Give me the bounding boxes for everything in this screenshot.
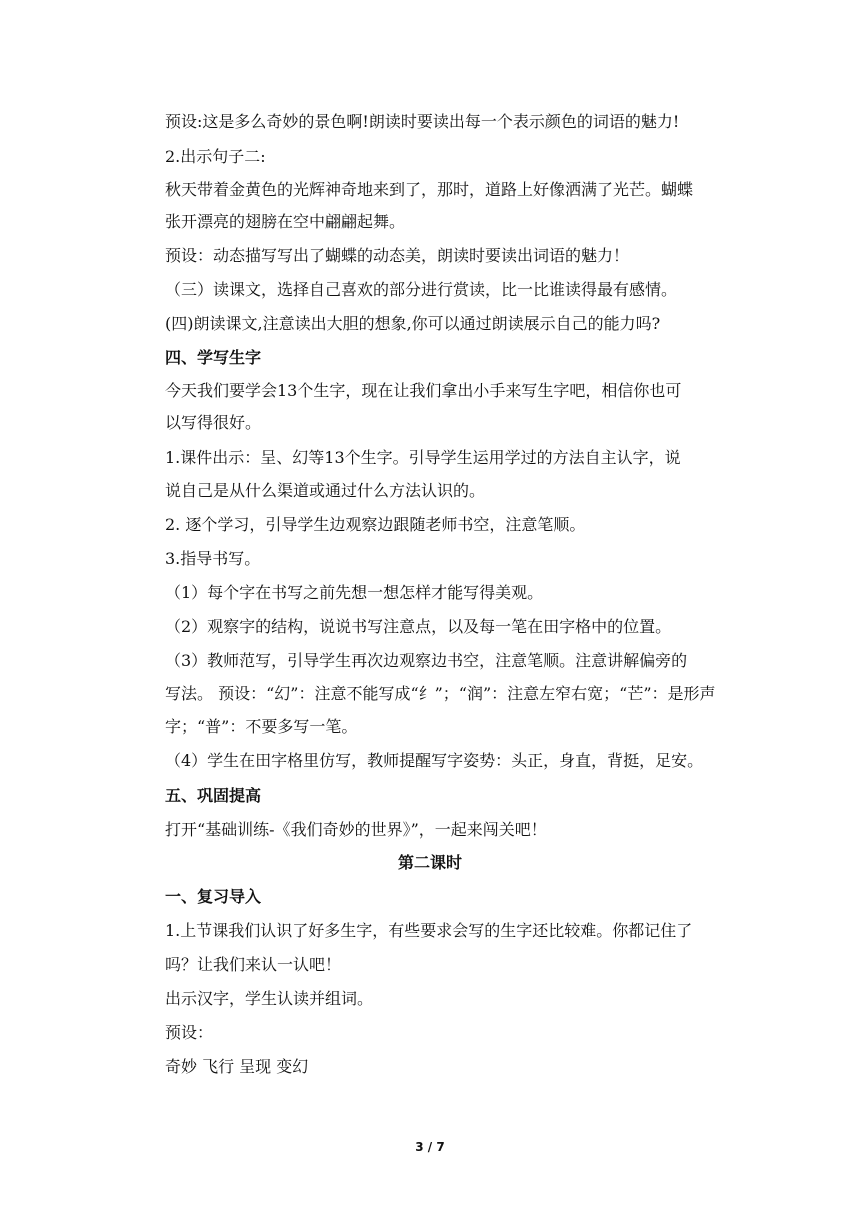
paragraph-show-characters: 出示汉字，学生认读并组词。 bbox=[165, 989, 374, 1008]
paragraph-open-training: 打开“基础训练-《我们奇妙的世界》”，一起来闯关吧！ bbox=[165, 820, 547, 839]
paragraph-sub1: （1）每个字在书写之前先想一想怎样才能写得美观。 bbox=[165, 583, 544, 602]
heading-learn-writing: 四、学写生字 bbox=[165, 348, 262, 367]
paragraph-sub3-line2: 写法。 预设：“幻”：注意不能写成“纟”；“润”：注意左窄右宽；“芒”：是形声 bbox=[165, 684, 716, 703]
paragraph-item2: 2. 逐个学习，引导学生边观察边跟随老师书空，注意笔顺。 bbox=[165, 515, 586, 534]
heading-second-lesson: 第二课时 bbox=[397, 853, 462, 872]
paragraph-preset-3: 预设： bbox=[165, 1023, 214, 1042]
heading-consolidate: 五、巩固提高 bbox=[165, 786, 262, 805]
paragraph-review-line2: 吗？让我们来认一认吧！ bbox=[165, 955, 342, 974]
paragraph-sentence-two-label: 2.出示句子二: bbox=[165, 147, 266, 166]
paragraph-preset-2: 预设：动态描写写出了蝴蝶的动态美，朗读时要读出词语的魅力！ bbox=[165, 246, 630, 265]
paragraph-sub2: （2）观察字的结构，说说书写注意点，以及每一笔在田字格中的位置。 bbox=[165, 617, 672, 636]
paragraph-sub3-line1: （3）教师范写，引导学生再次边观察边书空，注意笔顺。注意讲解偏旁的 bbox=[165, 651, 688, 670]
paragraph-review-line1: 1.上节课我们认识了好多生字，有些要求会写的生字还比较难。你都记住了 bbox=[165, 921, 693, 940]
heading-review-intro: 一、复习导入 bbox=[165, 887, 262, 906]
paragraph-sentence-two-line2: 张开漂亮的翅膀在空中翩翩起舞。 bbox=[165, 212, 406, 231]
paragraph-item1-line1: 1.课件出示：呈、幻等13个生字。引导学生运用学过的方法自主认字，说 bbox=[165, 448, 681, 467]
paragraph-item3: 3.指导书写。 bbox=[165, 549, 261, 568]
paragraph-sub3-line3: 字；“普”：不要多写一笔。 bbox=[165, 717, 358, 736]
paragraph-step-three: （三）读课文，选择自己喜欢的部分进行赏读，比一比谁读得最有感情。 bbox=[165, 280, 678, 299]
paragraph-intro-line2: 以写得很好。 bbox=[165, 413, 262, 432]
page-number: 3 / 7 bbox=[415, 1140, 445, 1154]
paragraph-intro-line1: 今天我们要学会13个生字，现在让我们拿出小手来写生字吧，相信你也可 bbox=[165, 381, 682, 400]
paragraph-sentence-two-line1: 秋天带着金黄色的光辉神奇地来到了，那时，道路上好像洒满了光芒。蝴蝶 bbox=[165, 180, 694, 199]
paragraph-item1-line2: 说自己是从什么渠道或通过什么方法认识的。 bbox=[165, 481, 486, 500]
paragraph-step-four: (四)朗读课文,注意读出大胆的想象,你可以通过朗读展示自己的能力吗? bbox=[165, 314, 661, 333]
paragraph-preset-1: 预设:这是多么奇妙的景色啊!朗读时要读出每一个表示颜色的词语的魅力! bbox=[165, 112, 680, 131]
paragraph-word-list: 奇妙 飞行 呈现 变幻 bbox=[165, 1057, 309, 1076]
paragraph-sub4: （4）学生在田字格里仿写，教师提醒写字姿势：头正，身直，背挺，足安。 bbox=[165, 751, 704, 770]
